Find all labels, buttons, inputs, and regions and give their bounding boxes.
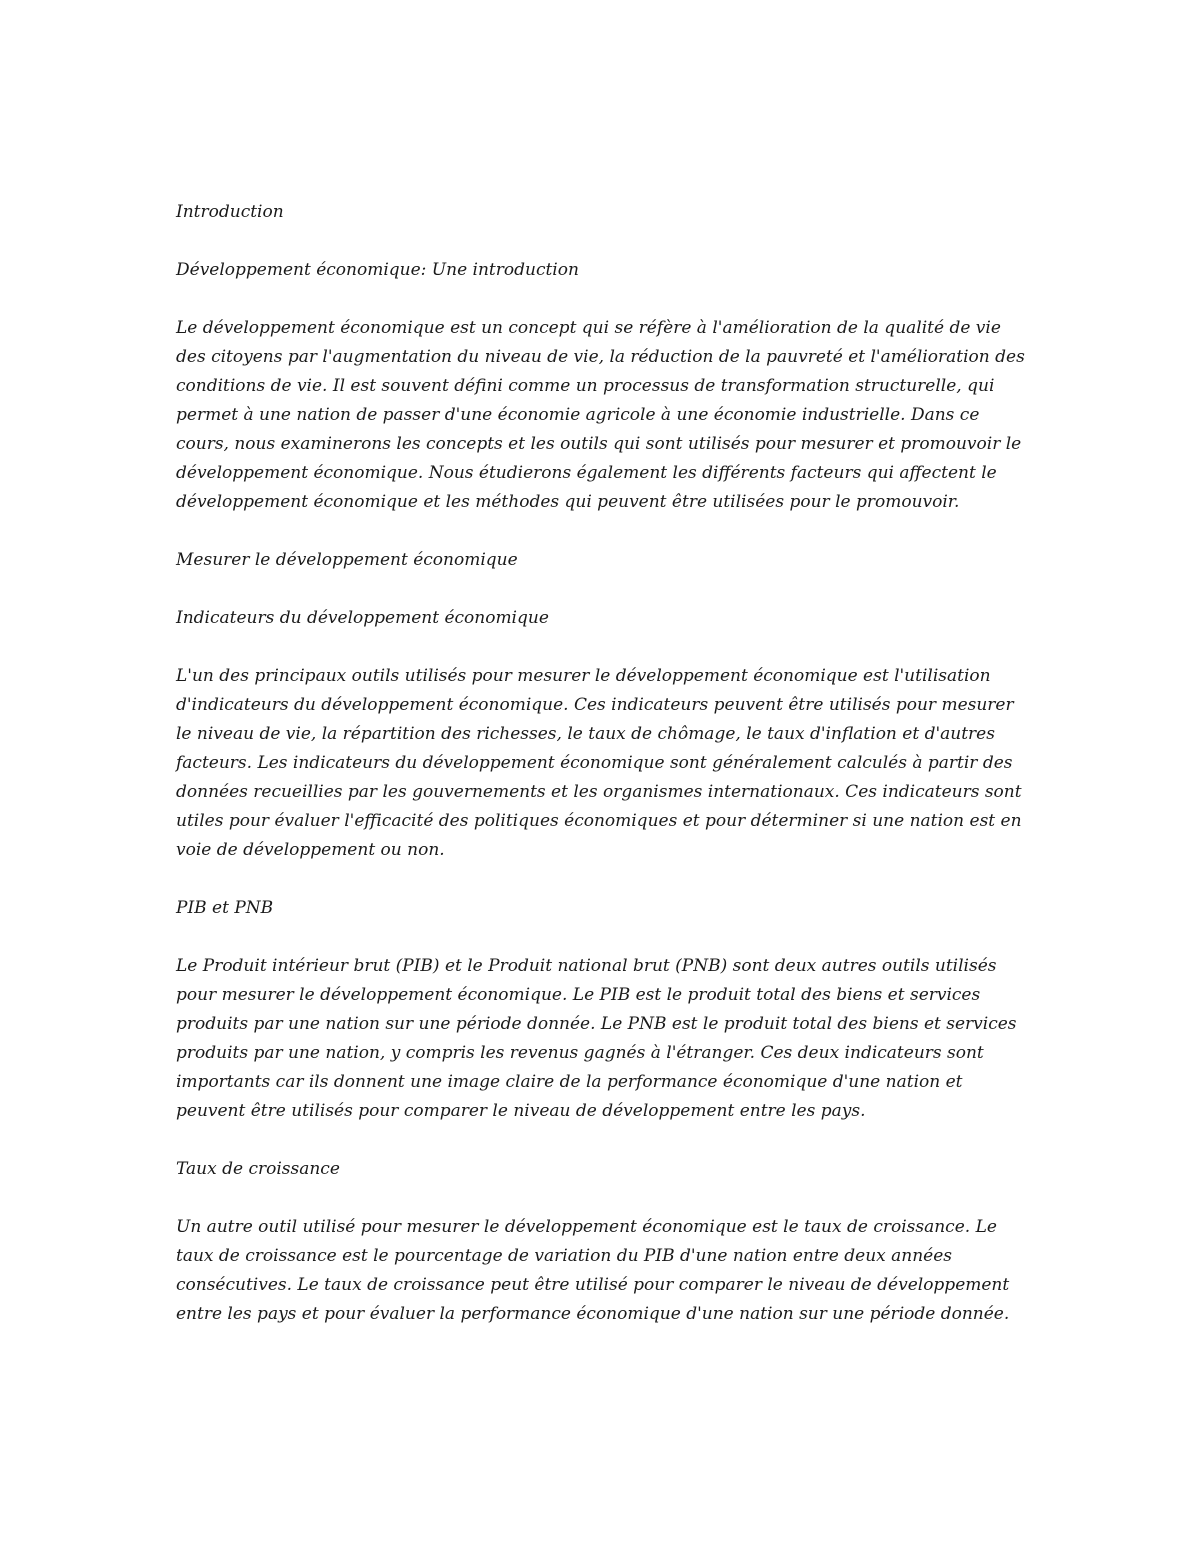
heading-introduction: Introduction (176, 202, 284, 222)
heading-indicateurs: Indicateurs du développement économique (176, 608, 549, 628)
paragraph-pib-pnb: Le Produit intérieur brut (PIB) et le Produit national brut (PNB) sont deux autres outils utilisés pour mesurer le développement économique. Le PIB est le produit total des biens et services produits par une nation sur une période donnée. Le PNB est le produit total des biens et services produits par une nation, y compris les revenus gagnés à l'étranger. Ces deux indicateurs sont importants car ils donnent une image claire de la performance économique d'une nation et peuvent être utilisés pour comparer le niveau de développement entre les pays. (176, 956, 1017, 1121)
paragraph-indicateurs: L'un des principaux outils utilisés pour mesurer le développement économique est l'utilisation d'indicateurs du développement économique. Ces indicateurs peuvent être utilisés pour mesurer le niveau de vie, la répartition des richesses, le taux de chômage, le taux d'inflation et d'autres facteurs. Les indicateurs du développement économique sont généralement calculés à partir des données recueillies par les gouvernements et les organismes internationaux. Ces indicateurs sont utiles pour évaluer l'efficacité des politiques économiques et pour déterminer si une nation est en voie de développement ou non. (176, 666, 1022, 860)
document-body (176, 198, 1028, 1358)
heading-taux-croissance: Taux de croissance (176, 1159, 340, 1179)
paragraph-introduction: Le développement économique est un concept qui se réfère à l'amélioration de la qualité de vie des citoyens par l'augmentation du niveau de vie, la réduction de la pauvreté et l'amélioration des conditions de vie. Il est souvent défini comme un processus de transformation structurelle, qui permet à une nation de passer d'une économie agricole à une économie industrielle. Dans ce cours, nous examinerons les concepts et les outils qui sont utilisés pour mesurer et promouvoir le développement économique. Nous étudierons également les différents facteurs qui affectent le développement économique et les méthodes qui peuvent être utilisées pour le promouvoir. (176, 318, 1025, 512)
heading-developpement-introduction: Développement économique: Une introduction (176, 260, 579, 280)
heading-mesurer: Mesurer le développement économique (176, 550, 518, 570)
paragraph-taux-croissance: Un autre outil utilisé pour mesurer le développement économique est le taux de croissance. Le taux de croissance est le pourcentage de variation du PIB d'une nation entre deux années consécutives. Le taux de croissance peut être utilisé pour comparer le niveau de développement entre les pays et pour évaluer la performance économique d'une nation sur une période donnée. (176, 1217, 1010, 1324)
heading-pib-pnb: PIB et PNB (176, 898, 274, 918)
